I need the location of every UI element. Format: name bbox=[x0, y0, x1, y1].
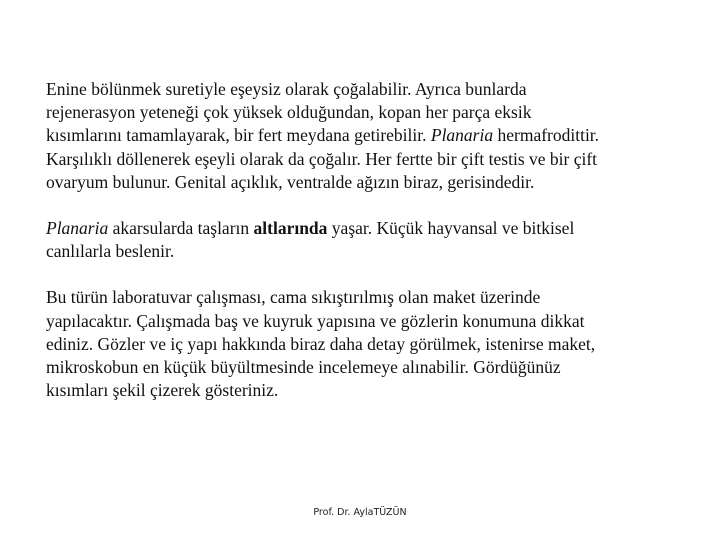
paragraph-reproduction bbox=[46, 78, 686, 194]
paragraph-line: yapılacaktır. Çalışmada baş ve kuyruk yapısına ve gözlerin konumuna dikkat bbox=[46, 310, 585, 331]
paragraph-text: yaşar. Küçük hayvansal ve bitkisel bbox=[327, 218, 575, 239]
paragraph-habitat bbox=[46, 217, 686, 263]
paragraph-line: hermafrodittir. bbox=[493, 125, 600, 146]
emphasized-word: altlarında bbox=[253, 218, 328, 239]
paragraph-line: ovaryum bulunur. Genital açıklık, ventralde ağızın biraz, gerisindedir. bbox=[46, 171, 535, 192]
paragraph-line: Bu türün laboratuvar çalışması, cama sıkıştırılmış olan maket üzerinde bbox=[46, 287, 541, 308]
paragraph-lab-instructions bbox=[46, 286, 686, 402]
species-name: Planaria bbox=[430, 125, 494, 146]
paragraph-line: Karşılıklı döllenerek eşeyli olarak da çoğalır. Her fertte bir çift testis ve bir çift bbox=[46, 148, 598, 169]
paragraph-line: rejenerasyon yeteneği çok yüksek olduğundan, kopan her parça eksik bbox=[46, 102, 532, 123]
paragraph-line: mikroskobun en küçük büyültmesinde incelemeye alınabilir. Gördüğünüz bbox=[46, 357, 561, 378]
paragraph-line: kısımları şekil çizerek gösteriniz. bbox=[46, 380, 279, 401]
paragraph-text: akarsularda taşların bbox=[108, 218, 254, 239]
paragraph-line: kısımlarını tamamlayarak, bir fert meydana getirebilir. bbox=[46, 125, 431, 146]
species-name: Planaria bbox=[46, 218, 109, 239]
paragraph-line: canlılarla beslenir. bbox=[46, 241, 175, 262]
slide-body bbox=[46, 78, 686, 402]
paragraph-line: Enine bölünmek suretiyle eşeysiz olarak çoğalabilir. Ayrıca bunlarda bbox=[46, 79, 527, 99]
paragraph-line: ediniz. Gözler ve iç yapı hakkında biraz daha detay görülmek, istenirse maket, bbox=[46, 333, 596, 354]
footer-author: Prof. Dr. AylaTÜZÜN bbox=[313, 507, 407, 518]
